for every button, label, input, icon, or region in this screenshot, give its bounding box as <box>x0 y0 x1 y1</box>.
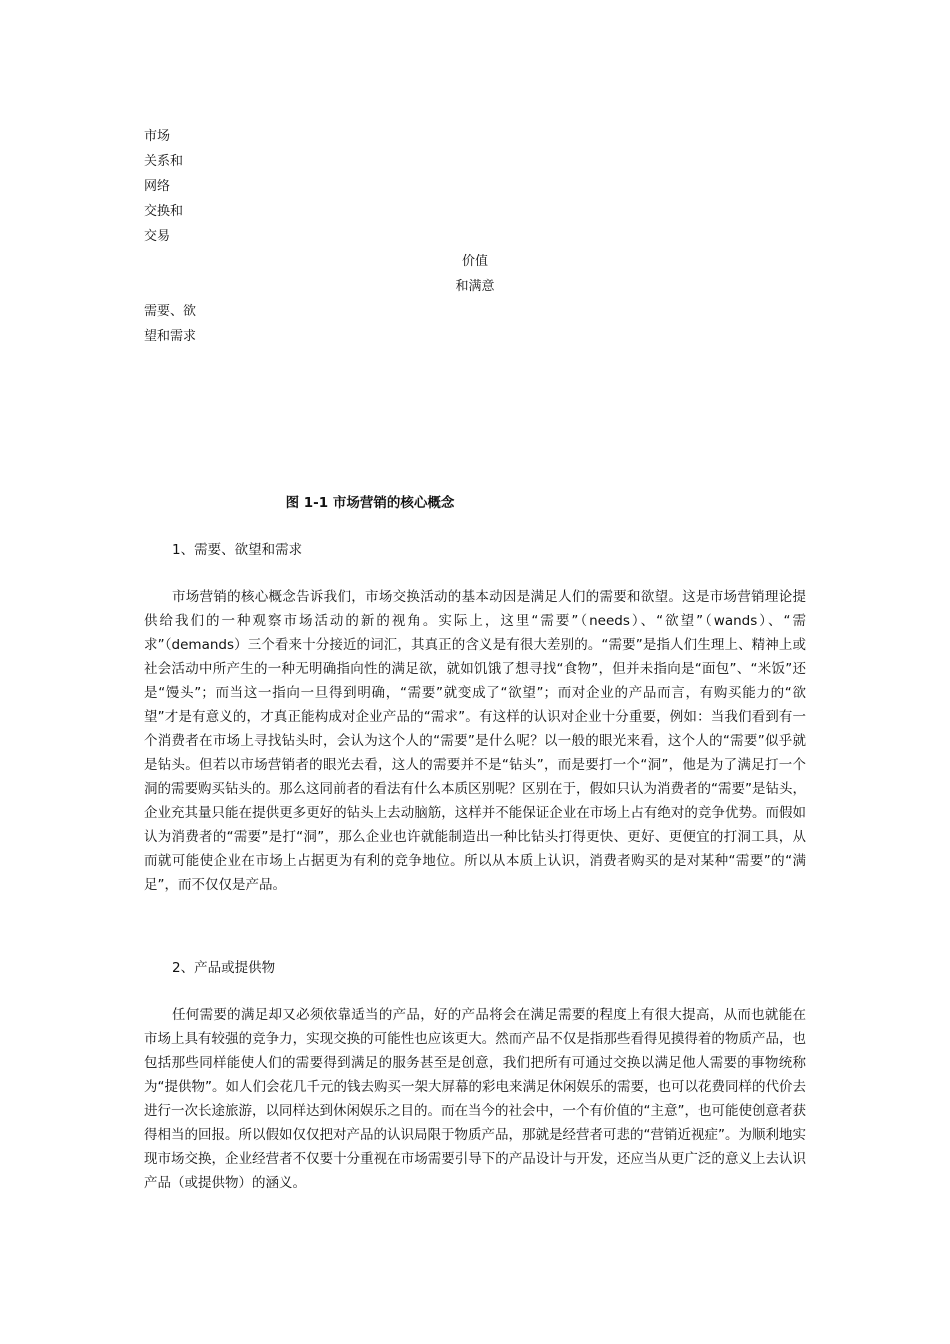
diagram-label-demands: 望和需求 <box>144 329 197 344</box>
diagram-label-exchange: 交换和 <box>144 204 184 219</box>
section-heading-products: 2、产品或提供物 <box>172 960 276 976</box>
diagram-label-transaction: 交易 <box>144 229 171 244</box>
section-heading-needs: 1、需要、欲望和需求 <box>172 542 303 558</box>
diagram-label-relations: 关系和 <box>144 154 184 169</box>
diagram-label-value: 价值 <box>461 254 488 269</box>
diagram-label-network: 网络 <box>144 179 171 194</box>
section-paragraph-products: 任何需要的满足却又必须依靠适当的产品，好的产品将会在满足需要的程度上有很大提高，从而也就能在市场上具有较强的竞争力，实现交换的可能性也应该更大。然而产品不仅是指那些看得见摸得着的物质产品，也包括那些同样能使人们的需要得到满足的服务甚至是创意，我们把所有可通过交换以满足他人需要的事物统称为“提供物”。如人们会花几千元的钱去购买一架大屏幕的彩电来满足休闲娱乐的需要，也可以花费同样的代价去进行一次长途旅游，以同样达到休闲娱乐之目的。而在当今的社会中，一个有价值的“主意”，也可能使创意者获得相当的回报。所以假如仅仅把对产品的认识局限于物质产品，那就是经营者可悲的“营销近视症”。为顺利地实现市场交换，企业经营者不仅要十分重视在市场需要引导下的产品设计与开发，还应当从更广泛的意义上去认识产品（或提供物）的涵义。 <box>144 1007 806 1191</box>
diagram-label-satisfaction: 和满意 <box>455 279 495 294</box>
diagram-label-market: 市场 <box>144 129 171 144</box>
diagram-label-needs: 需要、欲 <box>144 304 197 319</box>
section-paragraph-needs: 市场营销的核心概念告诉我们，市场交换活动的基本动因是满足人们的需要和欲望。这是市场营销理论提供给我们的一种观察市场活动的新的视角。实际上，这里“需要”（needs）、“欲望”（wands）、“需求”（demands）三个看来十分接近的词汇，其真正的含义是有很大差别的。“需要”是指人们生理上、精神上或社会活动中所产生的一种无明确指向性的满足欲，就如饥饿了想寻找“食物”，但并未指向是“面包”、“米饭”还是“馒头”；而当这一指向一旦得到明确，“需要”就变成了“欲望”；而对企业的产品而言，有购买能力的“欲望”才是有意义的，才真正能构成对企业产品的“需求”。有这样的认识对企业十分重要，例如：当我们看到有一个消费者在市场上寻找钻头时，会认为这个人的“需要”是什么呢？以一般的眼光来看，这个人的“需要”似乎就是钻头。但若以市场营销者的眼光去看，这人的需要并不是“钻头”，而是要打一个“洞”，他是为了满足打一个洞的需要购买钻头的。那么这同前者的看法有什么本质区别呢？区别在于，假如只认为消费者的“需要”是钻头，企业充其量只能在提供更多更好的钻头上去动脑筋，这样并不能保证企业在市场上占有绝对的竞争优势。而假如认为消费者的“需要”是打“洞”，那么企业也许就能制造出一种比钻头打得更快、更好、更便宜的打洞工具，从而就可能使企业在市场上占据更为有利的竞争地位。所以从本质上认识，消费者购买的是对某种“需要”的“满足”，而不仅仅是产品。 <box>144 589 806 893</box>
figure-caption: 图 1-1 市场营销的核心概念 <box>285 495 455 511</box>
